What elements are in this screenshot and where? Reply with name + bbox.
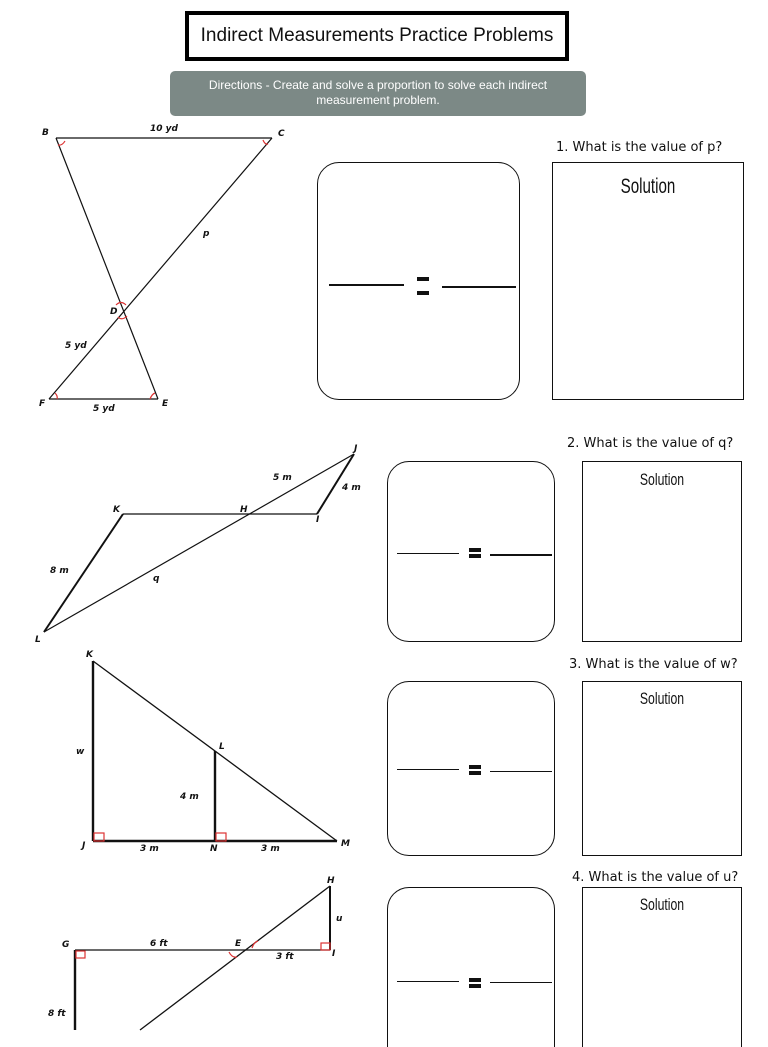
page-title: Indirect Measurements Practice Problems: [185, 11, 569, 61]
equals-icon: [417, 277, 431, 295]
fig2-length-q: q: [153, 574, 160, 584]
fig4-length-u: u: [336, 914, 343, 924]
fig2-point-H: H: [240, 505, 248, 515]
fig1-length-FD: 5 yd: [65, 341, 87, 351]
fig3-length-NM: 3 m: [261, 844, 280, 854]
solution-label: Solution: [620, 175, 676, 198]
fig1-point-E: E: [162, 399, 169, 409]
fig3-point-K: K: [86, 650, 93, 660]
fig2-point-J: J: [354, 444, 358, 454]
fig2-point-K: K: [113, 505, 120, 515]
fig3-point-N: N: [210, 844, 218, 854]
solution-box-2[interactable]: [582, 461, 742, 642]
fig1-point-D: D: [110, 307, 118, 317]
question-4: 4. What is the value of u?: [572, 870, 739, 885]
solution-label: Solution: [639, 470, 685, 489]
proportion-box-4[interactable]: [387, 887, 555, 1047]
proportion-1-left-blank[interactable]: [329, 284, 404, 286]
solution-label: Solution: [639, 895, 685, 914]
fig2-point-I: I: [316, 515, 320, 525]
proportion-2-right-blank[interactable]: [490, 554, 552, 556]
fig4-length-GE: 6 ft: [150, 939, 168, 949]
fig3-length-w: w: [76, 747, 85, 757]
fig4-length-G-side: 8 ft: [48, 1009, 66, 1019]
proportion-4-left-blank[interactable]: [397, 981, 459, 982]
figure-3: [93, 661, 337, 841]
question-1: 1. What is the value of p?: [556, 140, 723, 155]
fig4-point-E: E: [235, 939, 242, 949]
fig1-point-C: C: [278, 129, 285, 139]
fig2-length-HJ: 5 m: [273, 473, 292, 483]
proportion-2-left-blank[interactable]: [397, 553, 459, 554]
fig1-point-F: F: [39, 399, 46, 409]
solution-box-4[interactable]: [582, 887, 742, 1047]
question-3: 3. What is the value of w?: [569, 657, 738, 672]
solution-label: Solution: [639, 689, 685, 708]
fig2-point-L: L: [35, 635, 41, 645]
solution-box-1[interactable]: [552, 162, 744, 400]
fig2-length-IJ: 4 m: [342, 483, 361, 493]
equals-icon: [469, 548, 481, 558]
fig1-point-B: B: [42, 128, 49, 138]
equals-icon: [469, 765, 481, 775]
fig3-length-LN: 4 m: [180, 792, 199, 802]
question-2: 2. What is the value of q?: [567, 436, 734, 451]
fig4-point-H: H: [327, 876, 335, 886]
fig1-length-p: p: [203, 229, 210, 239]
proportion-1-right-blank[interactable]: [442, 286, 516, 288]
fig4-point-I: I: [332, 949, 336, 959]
directions-banner: Directions - Create and solve a proportion to solve each indirect measurement problem.: [170, 71, 586, 116]
proportion-3-left-blank[interactable]: [397, 769, 459, 770]
fig3-length-JN: 3 m: [140, 844, 159, 854]
fig1-length-BC: 10 yd: [150, 124, 178, 134]
solution-box-3[interactable]: [582, 681, 742, 856]
fig4-point-G: G: [62, 940, 70, 950]
fig3-point-J: J: [82, 841, 86, 851]
fig2-length-KL: 8 m: [50, 566, 69, 576]
fig1-length-FE: 5 yd: [93, 404, 115, 414]
fig3-point-M: M: [341, 839, 350, 849]
figure-2: [44, 454, 354, 632]
fig4-length-EI: 3 ft: [276, 952, 294, 962]
figure-1: [49, 138, 272, 399]
proportion-4-right-blank[interactable]: [490, 982, 552, 983]
fig3-point-L: L: [219, 742, 225, 752]
equals-icon: [469, 978, 481, 988]
proportion-3-right-blank[interactable]: [490, 771, 552, 772]
